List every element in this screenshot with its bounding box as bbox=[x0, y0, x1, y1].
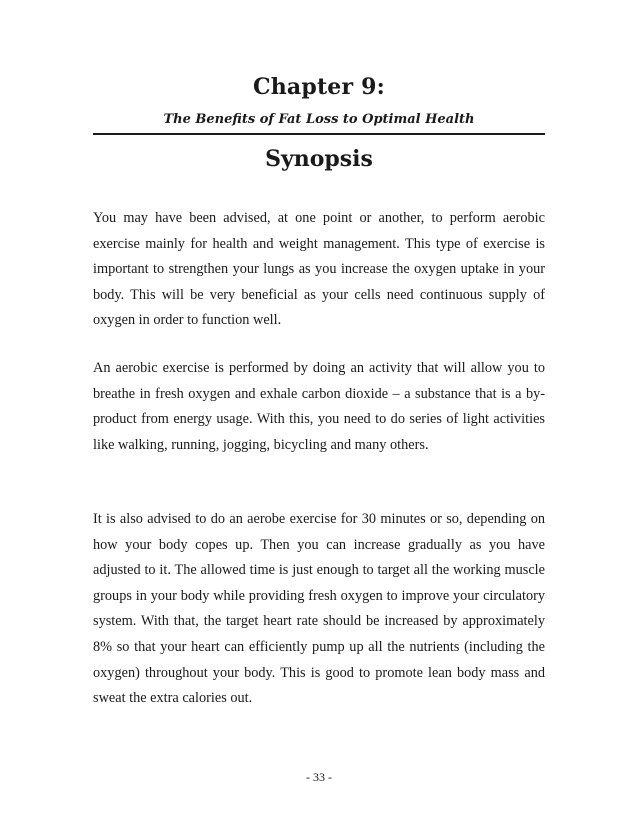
title-divider bbox=[93, 133, 545, 135]
chapter-subtitle: The Benefits of Fat Loss to Optimal Health bbox=[163, 112, 475, 127]
page-number: - 33 - bbox=[306, 770, 332, 784]
section-heading: Synopsis bbox=[265, 146, 373, 172]
body-paragraph: An aerobic exercise is performed by doing an activity that will allow you to breathe in fresh oxygen and exhale carbon dioxide – a substance that is a by-product from energy usage. With this, you need to do series of light activities like walking, running, jogging, bicycling and many others. bbox=[93, 360, 545, 453]
body-paragraph: You may have been advised, at one point or another, to perform aerobic exercise mainly for health and weight management. This type of exercise is important to strengthen your lungs as you increase the oxygen uptake in your body. This will be very beneficial as your cells need continuous supply of oxygen in order to function well. bbox=[93, 210, 545, 329]
body-paragraph: It is also advised to do an aerobe exercise for 30 minutes or so, depending on how your body copes up. Then you can increase gradually as you have adjusted to it. The allowed time is just enough to target all the working muscle groups in your body while providing fresh oxygen to improve your circulatory system. With that, the target heart rate should be increased by approximately 8% so that your heart can efficiently pump up all the nutrients (including the oxygen) throughout your body. This is good to promote lean body mass and sweat the extra calories out. bbox=[93, 511, 545, 707]
chapter-title: Chapter 9: bbox=[253, 74, 385, 100]
